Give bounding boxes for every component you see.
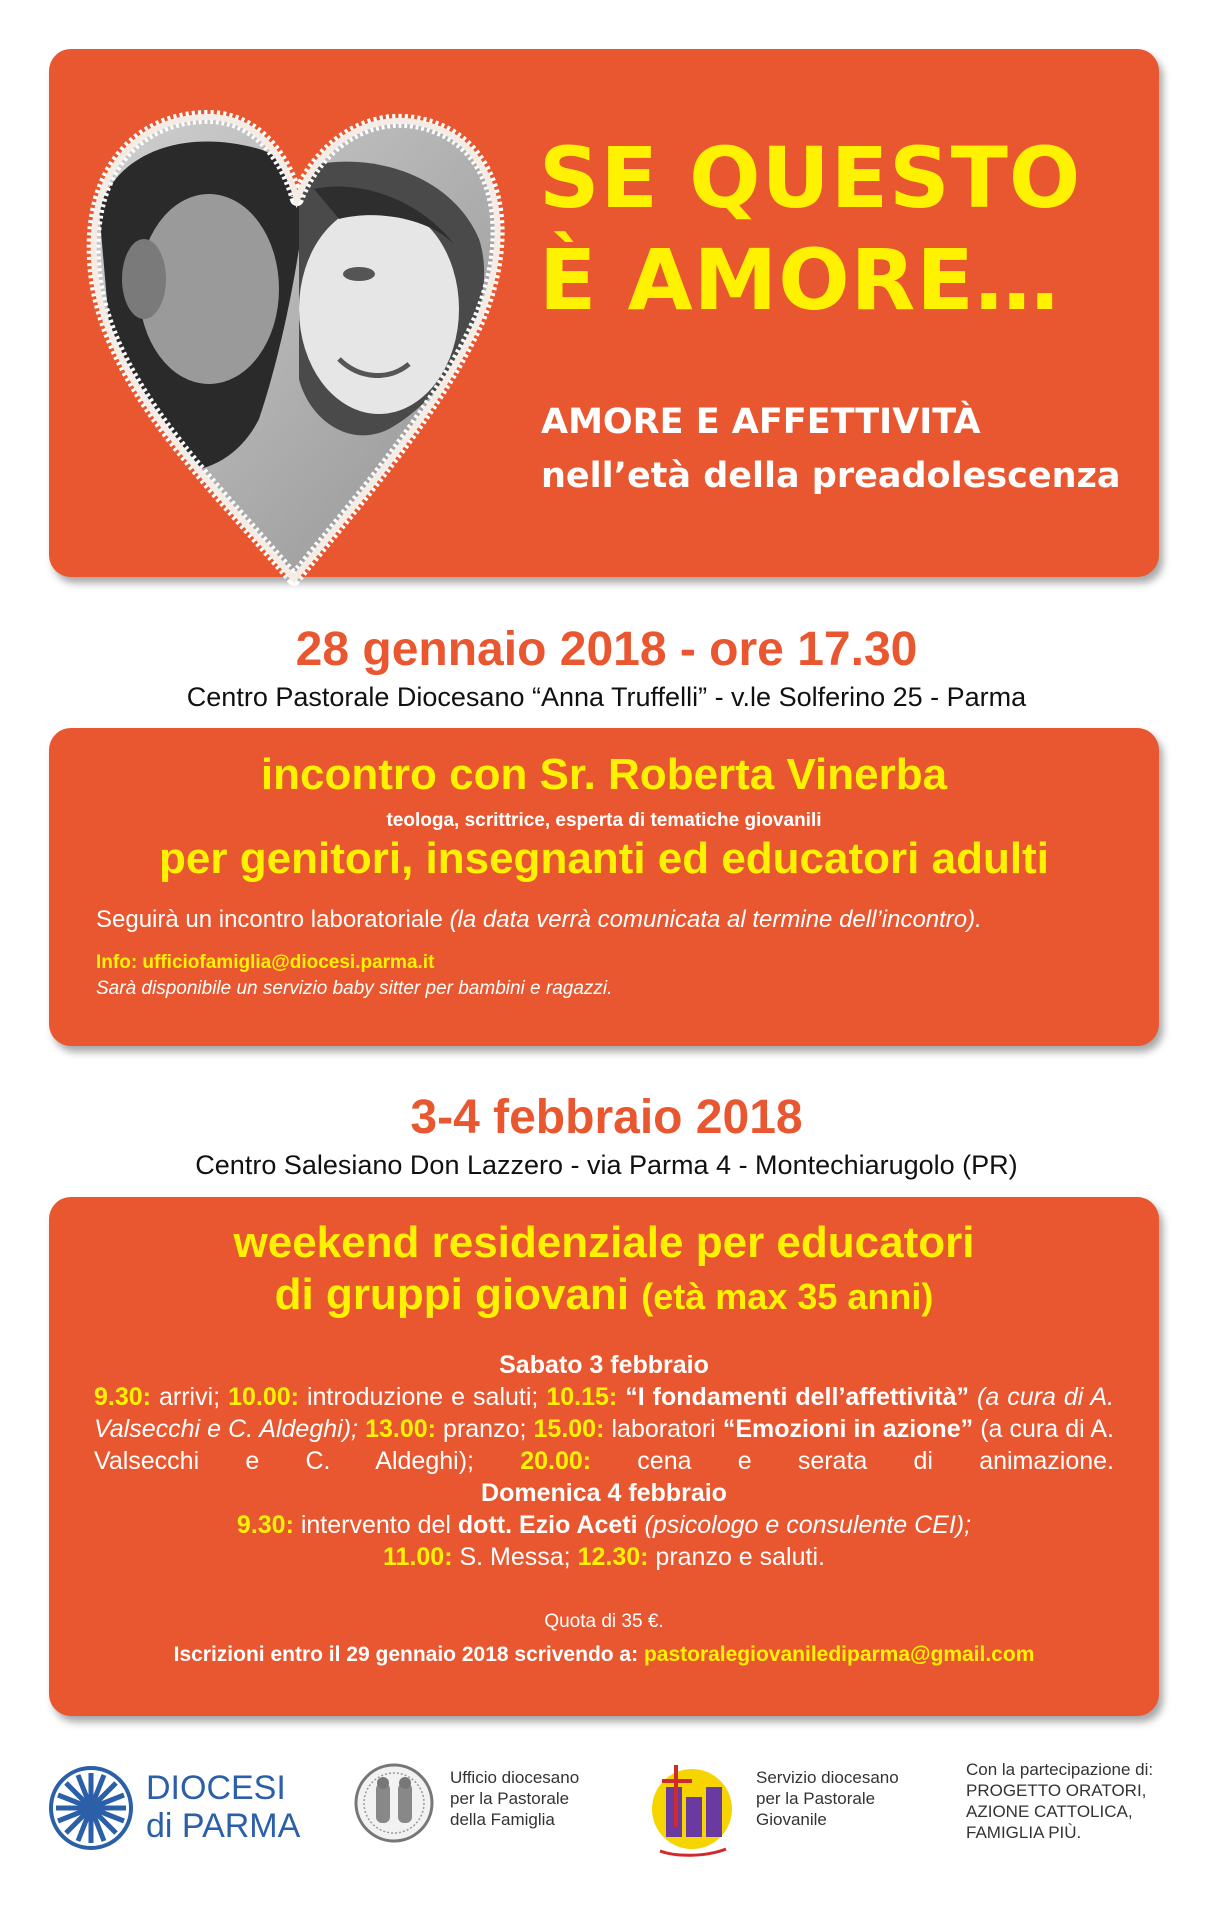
hero-panel — [49, 49, 1159, 577]
day2-schedule — [94, 1509, 1114, 1573]
diocese-sun-icon — [48, 1765, 134, 1851]
participation-line: Con la partecipazione di: — [966, 1760, 1154, 1779]
youth-pastoral-logo-icon — [646, 1757, 740, 1861]
family-office-line: Ufficio diocesano — [450, 1768, 580, 1787]
couple-heart-illustration — [59, 59, 529, 619]
youth-service-line: Giovanile — [756, 1810, 827, 1829]
hero-title-line1: SE QUESTO — [539, 129, 1082, 227]
youth-service-label — [756, 1767, 899, 1830]
event2-title-line2: di gruppi giovani — [274, 1270, 642, 1319]
time-label: 10.15: — [546, 1383, 618, 1411]
time-label: 11.00: — [383, 1543, 453, 1571]
event1-babysitter-note: Sarà disponibile un servizio baby sitter per bambini e ragazzi. — [96, 978, 613, 999]
event2-fee: Quota di 35 €. — [544, 1611, 664, 1632]
schedule-text: pranzo e saluti. — [648, 1543, 825, 1571]
event1-follow-up — [96, 906, 982, 934]
hero-subtitle-line2: nell’età della preadolescenza — [541, 456, 1121, 496]
family-office-label — [450, 1767, 579, 1830]
schedule-text: intervento del — [293, 1511, 458, 1539]
event1-date: 28 gennaio 2018 - ore 17.30 — [295, 623, 918, 676]
hero-title — [539, 127, 1159, 331]
session-title: “Emozioni in azione” — [722, 1415, 974, 1443]
event1-speaker-role: teologa, scrittrice, esperta di tematiche giovanili — [386, 810, 822, 831]
event2-title-line1: weekend residenziale per educatori — [233, 1218, 975, 1267]
event2-panel — [49, 1197, 1159, 1716]
event1-follow-main: Seguirà un incontro laboratoriale — [96, 906, 450, 933]
speaker-name: dott. Ezio Aceti — [457, 1511, 638, 1539]
event2-registration — [49, 1643, 1159, 1667]
session-title: “I fondamenti dell’affettività” — [617, 1383, 978, 1411]
youth-service-line: Servizio diocesano — [756, 1768, 899, 1787]
diocese-name-line1: DIOCESI — [146, 1769, 286, 1807]
family-office-seal-icon — [352, 1761, 436, 1845]
diocese-name — [146, 1769, 300, 1845]
youth-service-line: per la Pastorale — [756, 1789, 876, 1808]
event2-title — [49, 1217, 1159, 1323]
schedule-text: arrivi; — [150, 1383, 229, 1411]
event1-info-email[interactable]: Info: ufficiofamiglia@diocesi.parma.it — [96, 952, 435, 973]
event1-speaker: incontro con Sr. Roberta Vinerba — [260, 750, 948, 799]
hero-title-line2: È AMORE… — [539, 231, 1060, 329]
event1-follow-note: (la data verrà comunicata al termine dell’incontro). — [449, 906, 982, 933]
schedule-text: laboratori — [604, 1415, 723, 1443]
time-label: 10.00: — [228, 1383, 299, 1411]
event1-venue: Centro Pastorale Diocesano “Anna Truffelli” - v.le Solferino 25 - Parma — [186, 682, 1027, 712]
hero-subtitle — [541, 395, 1151, 503]
time-label: 9.30: — [236, 1511, 294, 1539]
time-label: 15.00: — [533, 1415, 605, 1443]
family-office-line: per la Pastorale — [450, 1789, 570, 1808]
time-label: 12.30: — [577, 1543, 649, 1571]
day2-heading: Domenica 4 febbraio — [481, 1479, 727, 1507]
schedule-text: S. Messa; — [452, 1543, 578, 1571]
schedule-text: introduzione e saluti; — [298, 1383, 547, 1411]
event2-title-age: (età max 35 anni) — [641, 1276, 934, 1317]
event2-registration-text: Iscrizioni entro il 29 gennaio 2018 scrivendo a: — [173, 1643, 644, 1666]
footer — [0, 1757, 1213, 1897]
event2-programme — [94, 1349, 1114, 1573]
family-office-line: della Famiglia — [450, 1810, 555, 1829]
event1-audience: per genitori, insegnanti ed educatori adulti — [159, 834, 1049, 883]
schedule-text: (a cura di A. Valsecchi e C. Aldeghi); — [94, 1415, 1115, 1475]
participation-label — [966, 1759, 1153, 1843]
event1-panel — [49, 728, 1159, 1046]
schedule-text: pranzo; — [435, 1415, 534, 1443]
time-label: 13.00: — [365, 1415, 436, 1443]
event2-venue: Centro Salesiano Don Lazzero - via Parma 4 - Montechiarugolo (PR) — [195, 1150, 1018, 1180]
day1-heading: Sabato 3 febbraio — [499, 1351, 709, 1379]
day1-schedule — [94, 1381, 1114, 1477]
event2-date: 3-4 febbraio 2018 — [410, 1091, 803, 1144]
time-label: 20.00: — [520, 1447, 592, 1475]
event2-registration-email[interactable]: pastoralegiovanilediparma@gmail.com — [643, 1643, 1035, 1666]
schedule-note: (a cura di A. Valsecchi e C. Aldeghi); — [94, 1383, 1115, 1443]
participation-line: PROGETTO ORATORI, — [966, 1781, 1147, 1800]
schedule-note: (psicologo e consulente CEI); — [637, 1511, 972, 1539]
diocese-name-line2: di PARMA — [146, 1807, 301, 1845]
participation-line: AZIONE CATTOLICA, — [966, 1802, 1133, 1821]
schedule-text: cena e serata di animazione. — [591, 1447, 1114, 1475]
hero-subtitle-line1: AMORE E AFFETTIVITÀ — [541, 402, 981, 442]
time-label: 9.30: — [94, 1383, 151, 1411]
participation-line: FAMIGLIA PIÙ. — [966, 1823, 1082, 1842]
